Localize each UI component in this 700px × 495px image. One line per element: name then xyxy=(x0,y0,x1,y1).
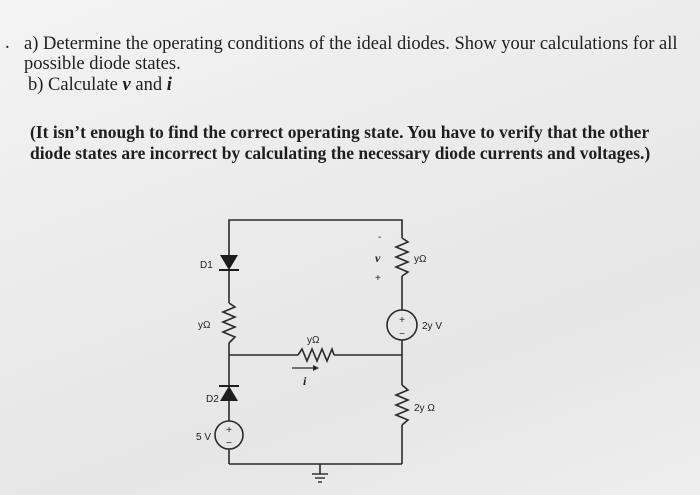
part-b-i: i xyxy=(166,75,172,95)
resistor-right-top xyxy=(396,238,408,276)
source-2yv-label: 2y V xyxy=(422,321,443,332)
source-5v-plus: + xyxy=(226,425,232,436)
part-b-prefix: b) Calculate xyxy=(28,75,118,95)
v-minus: - xyxy=(378,232,382,243)
current-label: i xyxy=(303,374,307,388)
note-line2: diode states are incorrect by calculating the necessary diode currents and voltages.) xyxy=(30,143,651,163)
d2-label: D2 xyxy=(206,394,219,405)
r-right-bottom-label: 2y Ω xyxy=(414,403,435,414)
diode-d2 xyxy=(219,386,239,406)
r-right-top-label: yΩ xyxy=(414,254,427,265)
resistor-middle xyxy=(298,349,334,361)
source-5v-minus: − xyxy=(226,438,232,449)
current-arrow xyxy=(292,365,319,371)
v-plus: + xyxy=(375,273,381,284)
bullet-mark: . xyxy=(5,32,10,53)
diode-d1 xyxy=(219,245,239,270)
resistor-left xyxy=(223,303,235,343)
source-2yv-minus: − xyxy=(399,329,405,340)
resistor-right-bottom xyxy=(396,385,408,425)
part-a-line1: a) Determine the operating conditions of the ideal diodes. Show your calculations for all xyxy=(24,34,678,54)
part-a-line2: possible diode states. xyxy=(24,54,181,74)
part-b-v: v xyxy=(122,75,131,95)
part-b-and: and xyxy=(135,75,163,95)
v-label: v xyxy=(375,251,381,265)
r-mid-label: yΩ xyxy=(307,335,320,346)
ground-icon xyxy=(312,474,328,482)
source-2yv-plus: + xyxy=(399,315,405,326)
note-line1: (It isn’t enough to find the correct operating state. You have to verify that the other xyxy=(30,122,650,142)
d1-label: D1 xyxy=(200,260,213,271)
wire-top xyxy=(229,220,402,245)
r-left-label: yΩ xyxy=(198,320,211,331)
source-5v-label: 5 V xyxy=(196,432,212,443)
